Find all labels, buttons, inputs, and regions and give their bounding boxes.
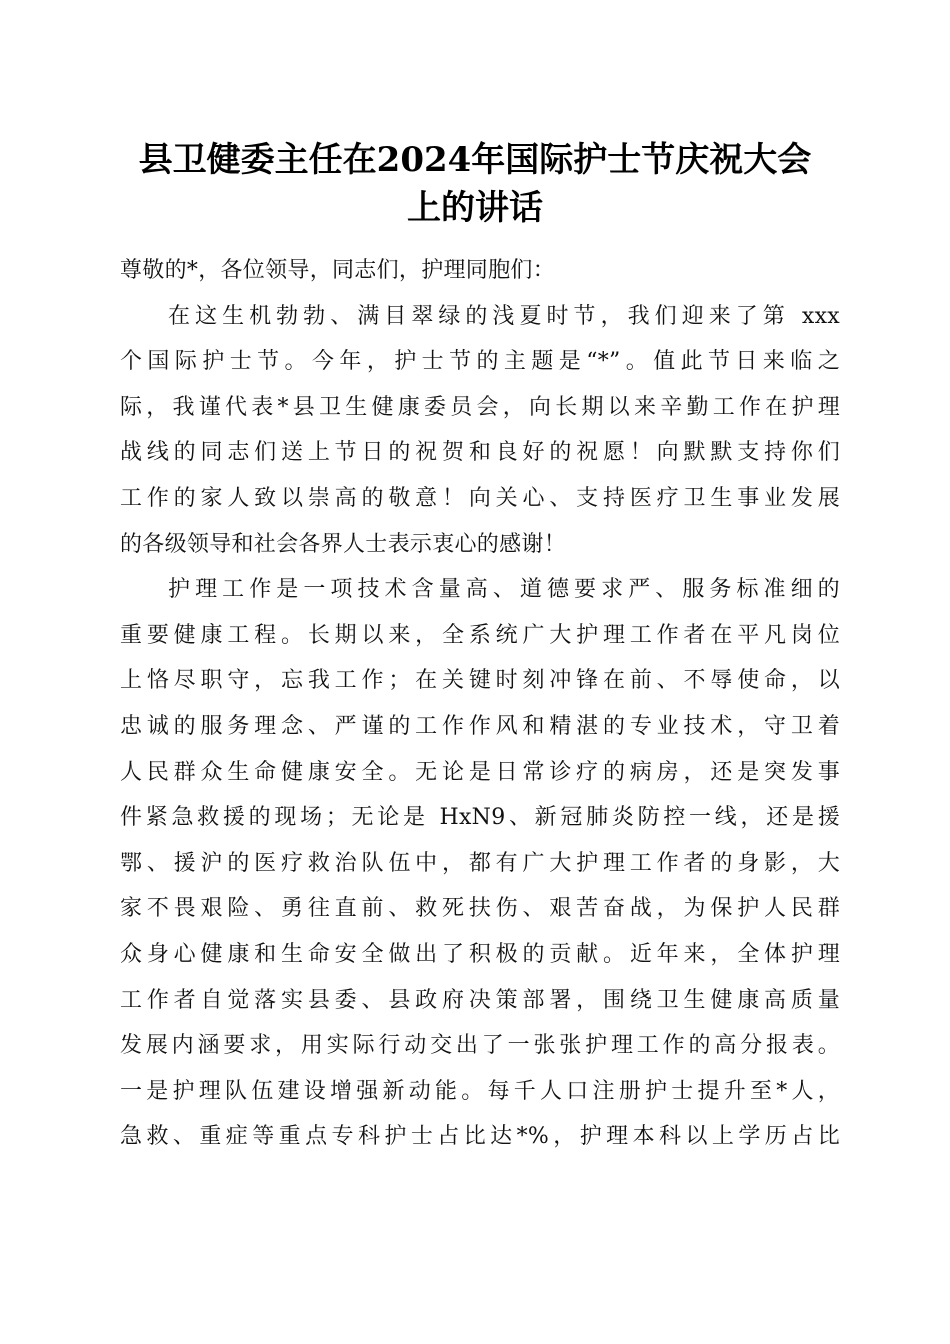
paragraph-line: 众身心健康和生命安全做出了积极的贡献。近年来，全体护理 — [120, 941, 840, 967]
paragraph-line: 工作者自觉落实县委、县政府决策部署，围绕卫生健康高质量 — [120, 987, 840, 1013]
document-title — [100, 136, 850, 232]
paragraph-line: 鄂、援沪的医疗救治队伍中，都有广大护理工作者的身影，大 — [120, 850, 840, 876]
title-line-1: 县卫健委主任在2024年国际护士节庆祝大会 — [138, 140, 812, 180]
paragraph-line: 件紧急救援的现场；无论是 HxN9、新冠肺炎防控一线，还是援 — [120, 805, 840, 831]
paragraph-line: 上恪尽职守，忘我工作；在关键时刻冲锋在前、不辱使命，以 — [120, 668, 840, 694]
paragraph-line: 一是护理队伍建设增强新动能。每千人口注册护士提升至*人， — [120, 1078, 840, 1104]
paragraph-line: 的各级领导和社会各界人士表示衷心的感谢！ — [120, 531, 567, 557]
paragraph-line: 重要健康工程。长期以来，全系统广大护理工作者在平凡岗位 — [120, 622, 840, 648]
paragraph-line: 护理工作是一项技术含量高、道德要求严、服务标准细的 — [168, 577, 840, 603]
document-body — [120, 248, 840, 1160]
paragraph-line: 急救、重症等重点专科护士占比达*%，护理本科以上学历占比 — [120, 1124, 840, 1150]
salutation-line: 尊敬的*，各位领导，同志们，护理同胞们： — [120, 258, 556, 283]
paragraph-line: 战线的同志们送上节日的祝贺和良好的祝愿！向默默支持你们 — [120, 440, 840, 466]
title-line-2: 上的讲话 — [407, 188, 543, 228]
paragraph-line: 发展内涵要求，用实际行动交出了一张张护理工作的高分报表。 — [120, 1033, 840, 1059]
paragraph-line: 家不畏艰险、勇往直前、救死扶伤、艰苦奋战，为保护人民群 — [120, 896, 840, 922]
paragraph-line: 在这生机勃勃、满目翠绿的浅夏时节，我们迎来了第 xxx — [168, 303, 840, 329]
paragraph-line: 工作的家人致以崇高的敬意！向关心、支持医疗卫生事业发展 — [120, 485, 840, 511]
paragraph-line: 人民群众生命健康安全。无论是日常诊疗的病房，还是突发事 — [120, 759, 840, 785]
paragraph-line: 际，我谨代表*县卫生健康委员会，向长期以来辛勤工作在护理 — [120, 394, 840, 420]
paragraph-line: 忠诚的服务理念、严谨的工作作风和精湛的专业技术，守卫着 — [120, 713, 840, 739]
paragraph-line: 个国际护士节。今年，护士节的主题是“*”。值此节日来临之 — [120, 349, 840, 375]
